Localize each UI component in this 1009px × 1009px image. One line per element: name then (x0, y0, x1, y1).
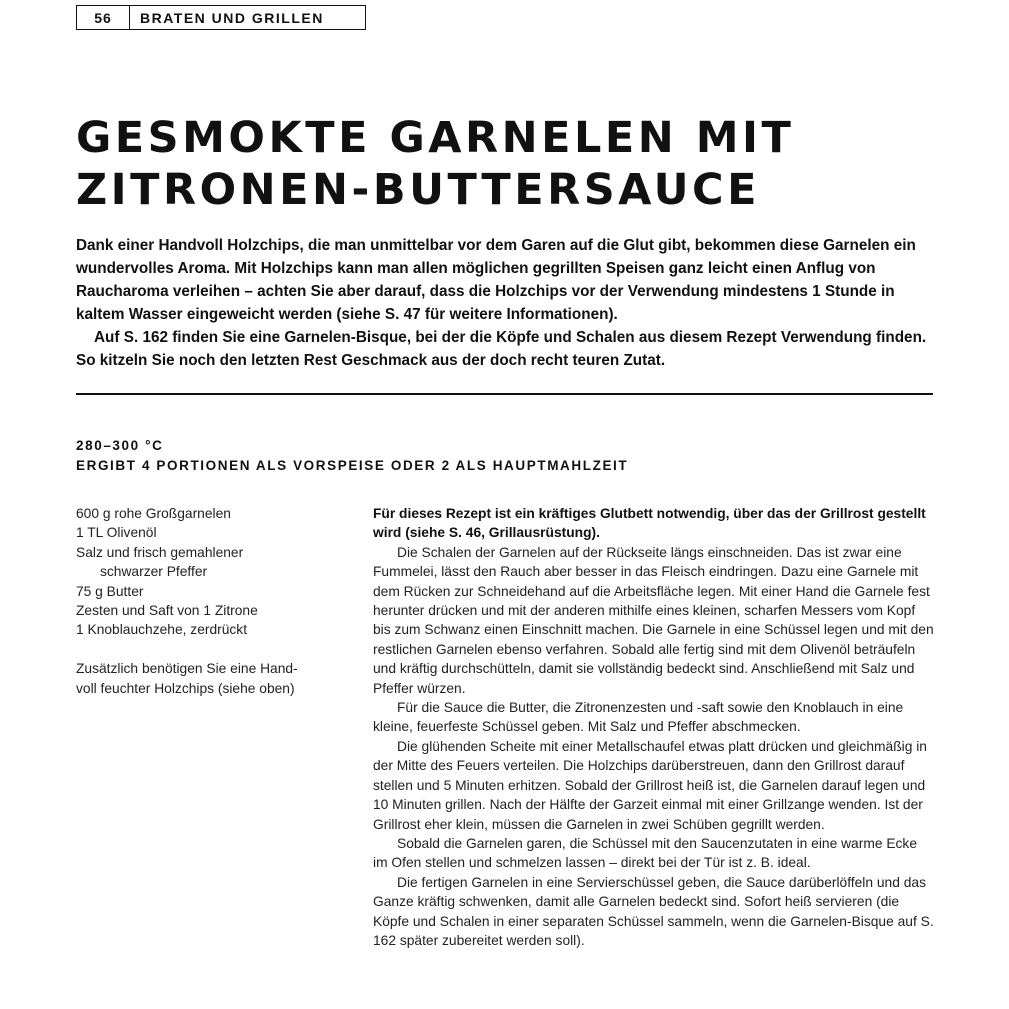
method-step: Sobald die Garnelen garen, die Schüssel mit den Saucenzutaten in eine warme Ecke im Ofen stellen und schmelzen lassen – direkt bei der Tür ist z. B. ideal. (373, 835, 917, 871)
section-divider (76, 393, 933, 395)
method-text (373, 504, 935, 950)
recipe-meta (76, 436, 936, 476)
equipment-note-line: Zusätzlich benötigen Sie eine Hand- (76, 661, 298, 677)
method-step: Für die Sauce die Butter, die Zitronenzesten und -saft sowie den Knoblauch in eine kleine, feuerfeste Schüssel geben. Mit Salz und Pfeffer abschmecken. (373, 700, 904, 735)
intro-paragraph: Dank einer Handvoll Holzchips, die man unmittelbar vor dem Garen auf die Glut gibt, bekommen diese Garnelen ein wundervolles Aroma. Mit Holzchips kann man allen möglichen gegrillten Speisen ganz leicht einen Anflug von Raucharoma verleihen – achten Sie aber darauf, dass die Holzchips vor der Verwendung mindestens 1 Stunde in kaltem Wasser eingeweicht werden (siehe S. 47 für weitere Informationen). (76, 237, 916, 323)
ingredient-item: Salz und frisch gemahlener (76, 544, 244, 560)
recipe-title (76, 112, 936, 216)
intro-text (76, 234, 936, 372)
recipe-title-line-2: ZITRONEN-BUTTERSAUCE (76, 165, 760, 215)
section-title: BRATEN UND GRILLEN (140, 9, 324, 26)
page-number: 56 (77, 6, 130, 29)
equipment-note (76, 659, 356, 698)
recipe-title-line-1: GESMOKTE GARNELEN MIT (76, 113, 795, 163)
ingredient-list (76, 504, 356, 698)
temperature: 280–300 °C (76, 438, 164, 453)
ingredient-item: 600 g rohe Großgarnelen (76, 506, 231, 521)
method-step: Die glühenden Scheite mit einer Metallschaufel etwas platt drücken und gleichmäßig in der Mitte des Feuers verteilen. Die Holzchips darüberstreuen, dann den Grillrost darauf stellen und 5 Minuten erhitzen. Sobald der Grillrost heiß ist, die Garnelen darauf legen und 10 Minuten grillen. Nach der Hälfte der Garzeit einmal mit einer Grillzange wenden. Ist der Grillrost eher klein, müssen die Garnelen in zwei Schüben gegrillt werden. (373, 738, 927, 832)
method-step: Die Schalen der Garnelen auf der Rückseite längs einschneiden. Das ist zwar eine Fummelei, lässt den Rauch aber besser in das Fleisch eindringen. Dazu eine Garnele mit dem Rücken zur Schneidehand auf die Arbeitsfläche legen. Mit einer Hand die Garnele fest herunter drücken und mit der anderen mithilfe eines kleinen, scharfen Messers vom Kopf bis zum Schwanz einen Einschnitt machen. Die Garnele in eine Schüssel legen und mit den restlichen Garnelen ebenso verfahren. Sobald alle fertig sind mit dem Olivenöl beträufeln und kräftig durchschütteln, damit sie vollständig bedeckt sind. Anschließend mit Salz und Pfeffer würzen. (373, 544, 934, 696)
ingredient-item: 1 Knoblauchzehe, zerdrückt (76, 622, 248, 638)
running-header (76, 5, 366, 30)
servings: ERGIBT 4 PORTIONEN ALS VORSPEISE ODER 2 ALS HAUPTMAHLZEIT (76, 458, 629, 473)
intro-paragraph: Auf S. 162 finden Sie eine Garnelen-Bisque, bei der die Köpfe und Schalen aus diesem Rezept Verwendung finden. So kitzeln Sie noch den letzten Rest Geschmack aus der doch recht teuren Zutat. (76, 329, 927, 369)
ingredient-item: Zesten und Saft von 1 Zitrone (76, 603, 258, 619)
method-lead: Für dieses Rezept ist ein kräftiges Glutbett notwendig, über das der Grillrost gestellt wird (siehe S. 46, Grillausrüstung). (373, 506, 926, 541)
method-step: Die fertigen Garnelen in eine Servierschüssel geben, die Sauce darüberlöffeln und das Ganze kräftig schwenken, damit alle Garnelen bedeckt sind. Sofort heiß servieren (die Köpfe und Schalen in einer separaten Schüssel sammeln, wenn die Garnelen-Bisque auf S. 162 später zubereitet werden soll). (373, 874, 934, 948)
equipment-note-line: voll feuchter Holzchips (siehe oben) (76, 680, 295, 696)
ingredient-item: 1 TL Olivenöl (76, 525, 157, 541)
ingredient-item: 75 g Butter (76, 583, 144, 599)
ingredient-item: schwarzer Pfeffer (100, 564, 208, 580)
